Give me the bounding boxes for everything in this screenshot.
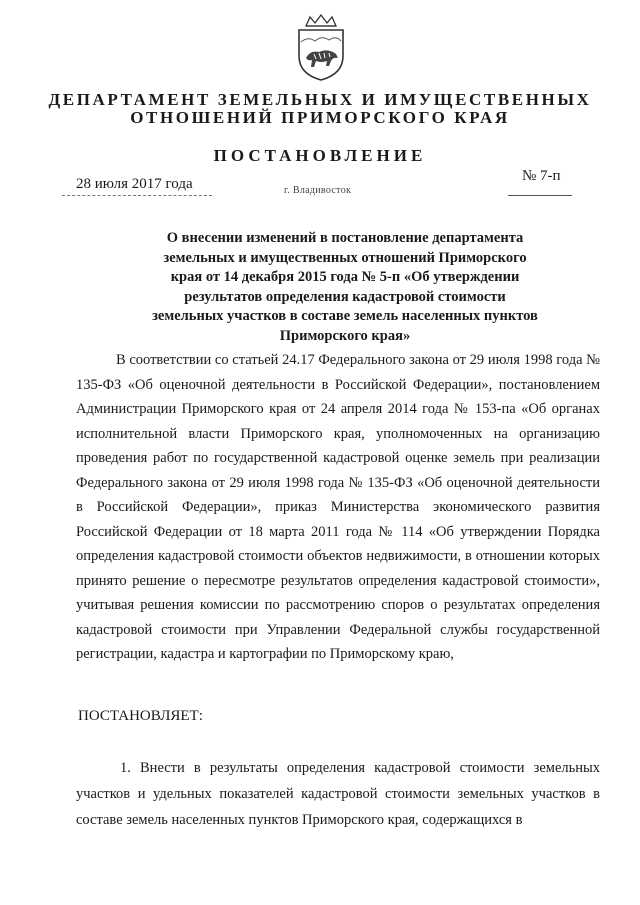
item-1-paragraph: 1. Внести в результаты определения кадастровой стоимости земельных участков и удельных показателей кадастровой стоимости земельных участков в составе земель населенных пунктов Приморского края, содержащихся в — [76, 760, 600, 828]
document-number: № 7-п — [522, 168, 561, 184]
document-city: г. Владивосток — [284, 185, 352, 196]
document-date: 28 июля 2017 года — [76, 176, 193, 192]
department-name-line2: ОТНОШЕНИЙ ПРИМОРСКОГО КРАЯ — [130, 108, 510, 127]
document-type: ПОСТАНОВЛЕНИЕ — [213, 146, 427, 165]
coat-of-arms-icon — [292, 14, 350, 82]
preamble-paragraph: В соответствии со статьей 24.17 Федерального закона от 29 июля 1998 года № 135-ФЗ «Об оценочной деятельности в Российской Федерации», постановлением Администрации Приморского края от 24 апреля 2014 года № 153-па «Об органах исполнительной власти Приморского края, уполномоченных на организацию проведения работ по государственной кадастровой оценке земель при реализации Федерального закона от 29 июля 1998 года № 135-ФЗ «Об оценочной деятельности в Российской Федерации», приказ Министерства экономического развития Российской Федерации от 18 марта 2011 года № 114 «Об утверждении Порядка определения кадастровой стоимости объектов недвижимости, в отношении которых принято решение о пересмотре результатов определения кадастровой стоимости», учитывая решения комиссии по рассмотрению споров о результатах определения кадастровой стоимости при Управлении Федеральной службы государственной регистрации, кадастра и картографии по Приморскому краю, — [76, 352, 600, 662]
decree-word: ПОСТАНОВЛЯЕТ: — [78, 708, 203, 724]
date-underline — [62, 195, 212, 196]
document-subject: О внесении изменений в постановление департамента земельных и имущественных отношений Приморского края от 14 декабря 2015 года № 5-п «Об утверждении результатов определения кадастровой стоимости земельных участков в составе земель населенных пунктов Приморского края» — [152, 230, 538, 344]
department-name-line1: ДЕПАРТАМЕНТ ЗЕМЕЛЬНЫХ И ИМУЩЕСТВЕННЫХ — [48, 90, 592, 109]
number-underline — [508, 195, 572, 196]
